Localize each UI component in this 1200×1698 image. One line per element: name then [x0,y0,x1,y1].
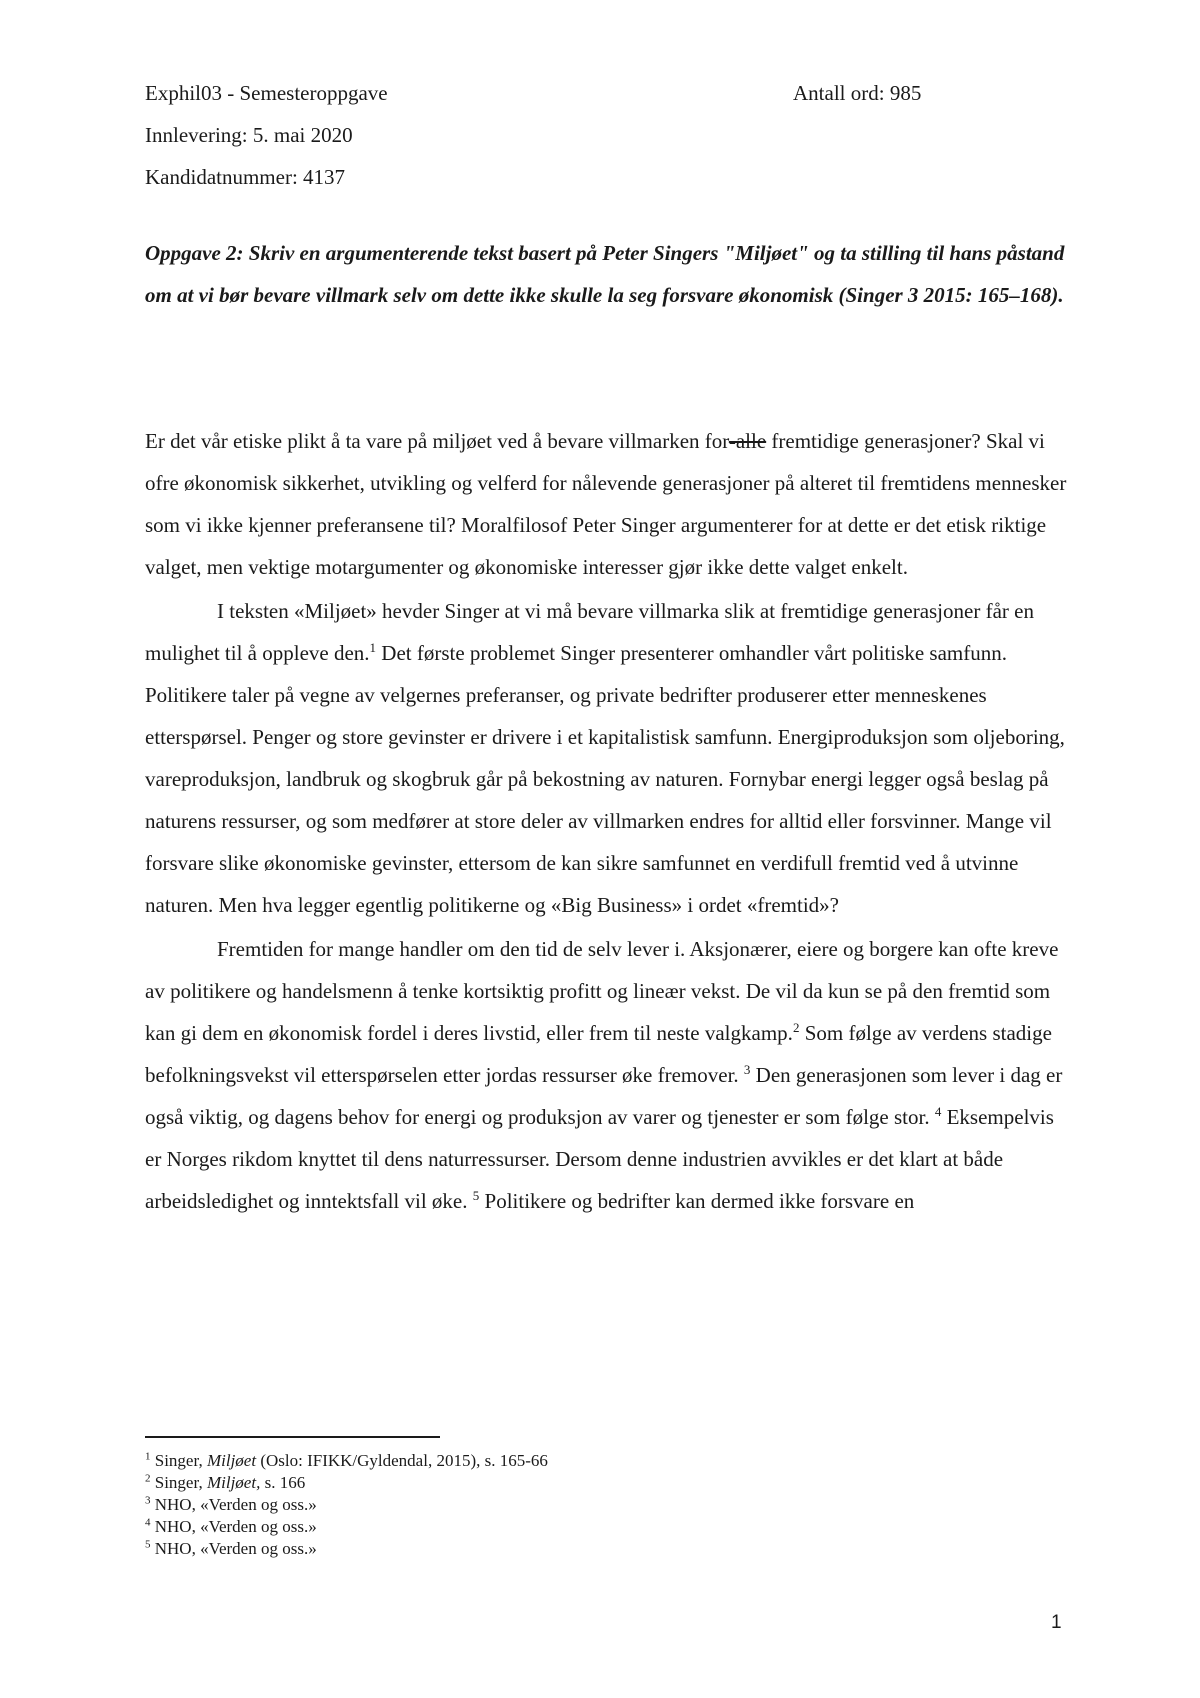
p3-text-4: Eksempelvis er Norges rikdom knyttet til dens naturressurser. Dersom denne industrien avvikles er det klart at både arbeidsledighet og inntektsfall vil øke. [145,1105,1054,1213]
task-heading: Oppgave 2: Skriv en argumenterende tekst basert på Peter Singers "Miljøet" og ta stilling til hans påstand om at vi bør bevare villmark selv om dette ikke skulle la seg forsvare økonomisk (Singer 3 2015: 165–168). [145,241,1065,307]
page-number: 1 [1051,1612,1062,1633]
footnote-ref-5[interactable]: 5 [472,1188,480,1203]
p3-text-5: Politikere og bedrifter kan dermed ikke forsvare en [479,1189,915,1213]
footnote-number: 5 [145,1538,151,1551]
p3-text-3: Den generasjonen som lever i dag er også viktig, og dagens behov for energi og produksjon av varer og tjenester er som følge stor. [145,1063,1063,1129]
submission-date: Innlevering: 5. mai 2020 [145,123,353,147]
paragraph-intro [145,420,1075,588]
intro-text-2: fremtidige generasjoner? Skal vi ofre økonomisk sikkerhet, utvikling og velferd for nålevende generasjoner på alteret til fremtidens mennesker som vi ikke kjenner preferansene til? Moralfilosof Peter Singer argumenterer for at dette er det etisk riktige valget, men vektige motargumenter og økonomiske interesser gjør ikke dette valget enkelt. [145,429,1067,579]
footnote-5 [145,1538,548,1560]
footnote-text: NHO, «Verden og oss.» [150,1539,317,1558]
footnote-ref-4[interactable]: 4 [934,1104,942,1119]
footnote-text: (Oslo: IFIKK/Gyldendal, 2015), s. 165-66 [256,1451,548,1470]
footnote-number: 2 [145,1472,151,1485]
p2-text-1: I teksten «Miljøet» hevder Singer at vi må bevare villmarka slik at fremtidige generasjoner får en mulighet til å oppleve den. [145,599,1034,665]
footnote-text: Singer, [150,1451,207,1470]
body-text [145,420,1075,1222]
paragraph-2 [145,590,1075,926]
footnote-text: Singer, [150,1473,207,1492]
paragraph-3 [145,928,1075,1222]
word-count: Antall ord: 985 [793,81,922,105]
header-line-1 [145,72,945,114]
p2-text-2: Det første problemet Singer presenterer omhandler vårt politiske samfunn. Politikere taler på vegne av velgernes preferanser, og private bedrifter produserer etter menneskenes etterspørsel. Penger og store gevinster er drivere i et kapitalistisk samfunn. Energiproduksjon som oljeboring, vareproduksjon, landbruk og skogbruk går på bekostning av naturen. Fornybar energi legger også beslag på naturens ressurser, og som medfører at store deler av villmarken endres for alltid eller forsvinner. Mange vil forsvare slike økonomiske gevinster, ettersom de kan sikre samfunnet en verdifull fremtid ved å utvinne naturen. Men hva legger egentlig politikerne og «Big Business» i ordet «fremtid»? [145,641,1065,917]
footnote-number: 4 [145,1516,151,1529]
document-header [145,72,945,198]
p3-text-2: Som følge av verdens stadige befolkningsvekst vil etterspørselen etter jordas ressurser øke fremover. [145,1021,1052,1087]
struck-text: -alle [728,429,767,453]
footnotes [145,1450,548,1560]
course-title: Exphil03 - Semesteroppgave [145,81,388,105]
footnote-text: s. 166 [260,1473,306,1492]
candidate-number: Kandidatnummer: 4137 [145,165,346,189]
footnote-text: NHO, «Verden og oss.» [150,1517,317,1536]
footnote-number: 3 [145,1494,151,1507]
footnote-3 [145,1494,548,1516]
footnote-title: Miljøet [206,1451,257,1470]
intro-text-1: Er det vår etiske plikt å ta vare på miljøet ved å bevare villmarken for [145,429,729,453]
footnote-1 [145,1450,548,1472]
footnote-title: Miljøet, [206,1473,261,1492]
footnote-number: 1 [145,1450,151,1463]
footnote-2 [145,1472,548,1494]
footnote-ref-3[interactable]: 3 [743,1062,751,1077]
footnote-ref-2[interactable]: 2 [792,1020,800,1035]
footnote-text: NHO, «Verden og oss.» [150,1495,317,1514]
footnote-ref-1[interactable]: 1 [369,640,377,655]
footnote-4 [145,1516,548,1538]
p3-text-1: Fremtiden for mange handler om den tid de selv lever i. Aksjonærer, eiere og borgere kan ofte kreve av politikere og handelsmenn å tenke kortsiktig profitt og lineær vekst. De vil da kun se på den fremtid som kan gi dem en økonomisk fordel i deres livstid, eller frem til neste valgkamp. [145,937,1059,1045]
footnote-separator [145,1436,440,1438]
